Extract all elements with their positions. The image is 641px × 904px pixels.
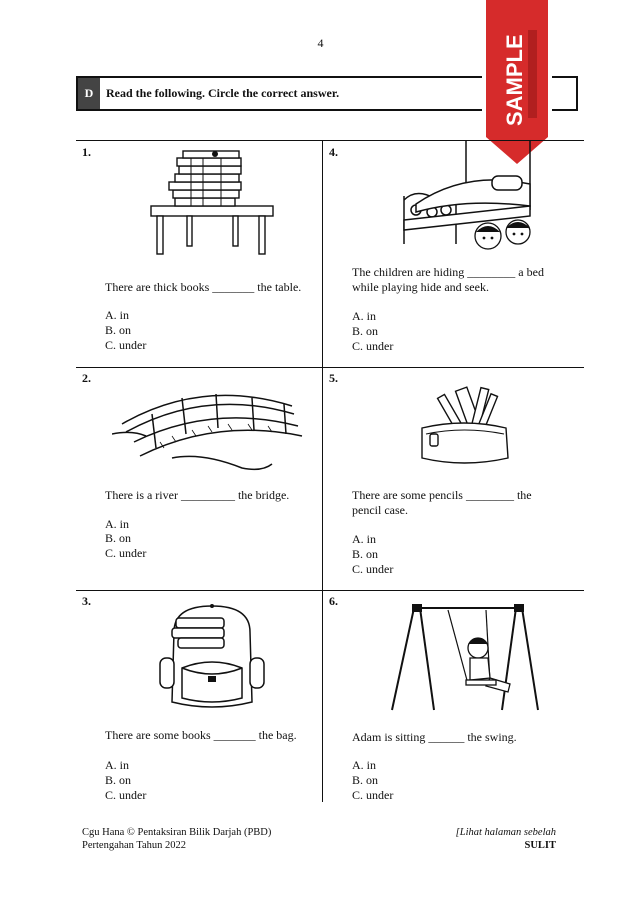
question-number: 3. <box>82 594 91 608</box>
option-b[interactable]: B. on <box>352 773 379 787</box>
option-a[interactable]: A. in <box>352 758 376 772</box>
pencil-case-picture <box>416 384 512 470</box>
watermark-text: SAMPLE <box>502 34 527 126</box>
section-instruction: Read the following. Circle the correct answer. <box>106 86 340 100</box>
question-number: 6. <box>329 594 338 608</box>
footer-next-page: [Lihat halaman sebelah <box>455 827 556 838</box>
option-b[interactable]: B. on <box>105 323 132 337</box>
question-text-line-2: while playing hide and seek. <box>352 280 489 294</box>
option-c[interactable]: C. under <box>105 546 147 560</box>
question-text-line-2: pencil case. <box>352 503 408 517</box>
option-a[interactable]: A. in <box>352 532 376 546</box>
option-a[interactable]: A. in <box>105 308 129 322</box>
option-a[interactable]: A. in <box>352 309 376 323</box>
grid-row-line-1 <box>76 367 584 368</box>
footer-term: Pertengahan Tahun 2022 <box>82 840 187 851</box>
question-text: There is a river _________ the bridge. <box>105 488 290 502</box>
grid-row-line-2 <box>76 590 584 591</box>
question-number: 5. <box>329 371 338 385</box>
bridge-over-river-picture <box>112 384 308 472</box>
option-c[interactable]: C. under <box>105 338 147 352</box>
section-letter: D <box>78 78 100 109</box>
page-number: 4 <box>317 36 324 50</box>
option-b[interactable]: B. on <box>105 531 132 545</box>
question-text: There are some books _______ the bag. <box>105 728 297 742</box>
grid-divider <box>322 140 323 802</box>
option-b[interactable]: B. on <box>352 324 379 338</box>
question-text-line-1: There are some pencils ________ the <box>352 488 532 502</box>
question-number: 4. <box>329 145 338 159</box>
books-on-table-picture <box>145 148 277 258</box>
option-b[interactable]: B. on <box>352 547 379 561</box>
option-c[interactable]: C. under <box>352 562 394 576</box>
option-c[interactable]: C. under <box>105 788 147 802</box>
footer-copyright: Cgu Hana © Pentaksiran Bilik Darjah (PBD) <box>82 827 272 838</box>
question-text: There are thick books _______ the table. <box>105 280 302 294</box>
option-c[interactable]: C. under <box>352 788 394 802</box>
children-under-bed-picture <box>396 140 546 258</box>
option-b[interactable]: B. on <box>105 773 132 787</box>
option-c[interactable]: C. under <box>352 339 394 353</box>
question-text: Adam is sitting ______ the swing. <box>352 730 517 744</box>
question-text-line-1: The children are hiding ________ a bed <box>352 265 544 279</box>
option-a[interactable]: A. in <box>105 758 129 772</box>
question-number: 2. <box>82 371 91 385</box>
option-a[interactable]: A. in <box>105 517 129 531</box>
footer-classification: SULIT <box>524 840 556 851</box>
question-number: 1. <box>82 145 91 159</box>
backpack-picture <box>156 602 268 714</box>
boy-on-swing-picture <box>386 602 546 714</box>
